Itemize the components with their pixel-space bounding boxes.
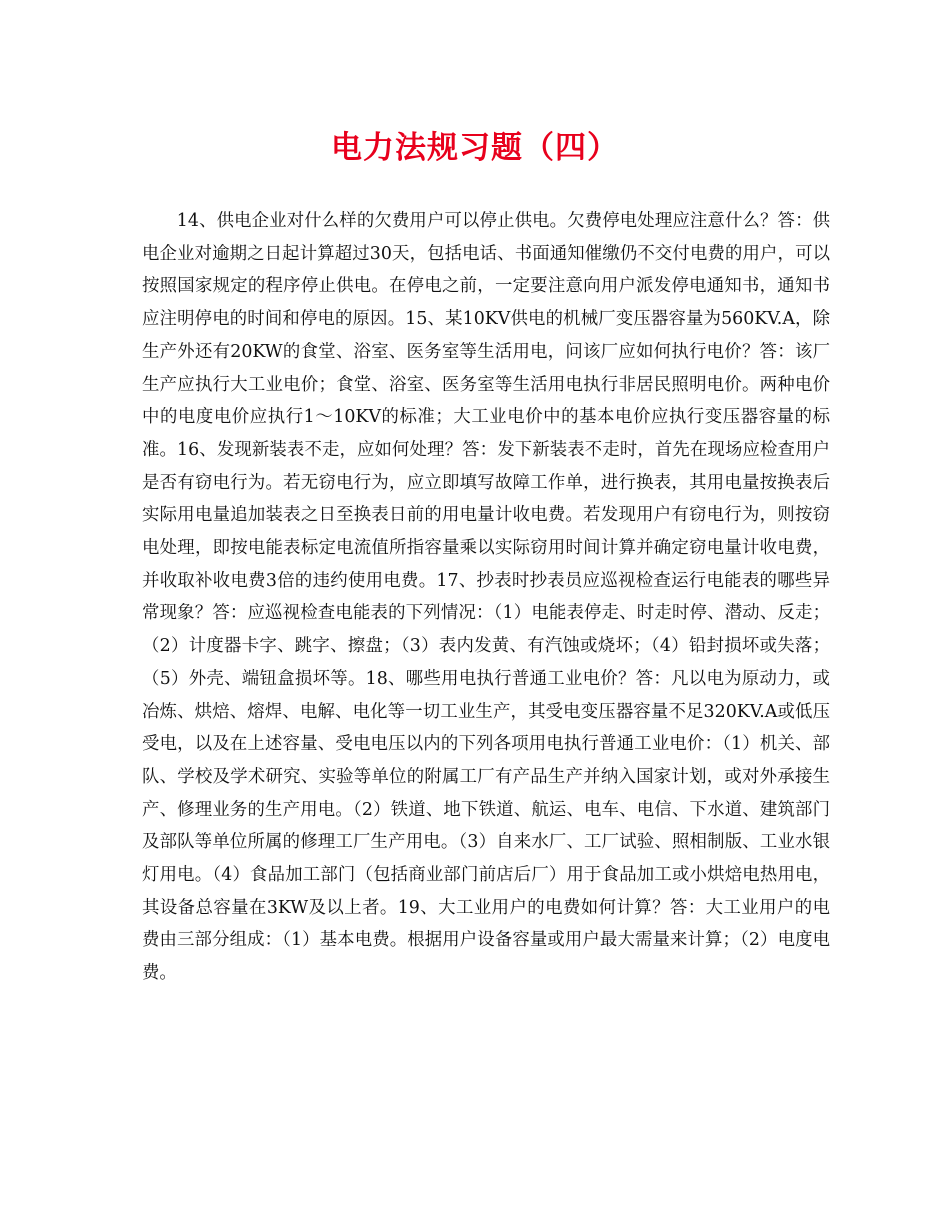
body-paragraph: 14、供电企业对什么样的欠费用户可以停止供电。欠费停电处理应注意什么？答：供电企业对逾期之日起计算超过30天，包括电话、书面通知催缴仍不交付电费的用户，可以按照国家规定的程序停止供电。在停电之前，一定要注意向用户派发停电通知书，通知书应注明停电的时间和停电的原因。15、某10KV供电的机械厂变压器容量为560KV.A，除生产外还有20KW的食堂、浴室、医务室等生活用电，问该厂应如何执行电价？答：该厂生产应执行大工业电价；食堂、浴室、医务室等生活用电执行非居民照明电价。两种电价中的电度电价应执行1～10KV的标准；大工业电价中的基本电价应执行变压器容量的标准。16、发现新装表不走，应如何处理？答：发下新装表不走时，首先在现场应检查用户是否有窃电行为。若无窃电行为，应立即填写故障工作单，进行换表，其用电量按换表后实际用电量追加装表之日至换表日前的用电量计收电费。若发现用户有窃电行为，则按窃电处理，即按电能表标定电流值所指容量乘以实际窃用时间计算并确定窃电量计收电费，并收取补收电费3倍的违约使用电费。17、抄表时抄表员应巡视检查运行电能表的哪些异常现象？答：应巡视检查电能表的下列情况：（1）电能表停走、时走时停、潜动、反走；（2）计度器卡字、跳字、擦盘；（3）表内发黄、有汽蚀或烧坏；（4）铅封损坏或失落；（5）外壳、端钮盒损坏等。18、哪些用电执行普通工业电价？答：凡以电为原动力，或冶炼、烘焙、熔焊、电解、电化等一切工业生产，其受电变压器容量不足320KV.A或低压受电，以及在上述容量、受电电压以内的下列各项用电执行普通工业电价：（1）机关、部队、学校及学术研究、实验等单位的附属工厂有产品生产并纳入国家计划，或对外承接生产、修理业务的生产用电。（2）铁道、地下铁道、航运、电车、电信、下水道、建筑部门及部队等单位所属的修理工厂生产用电。（3）自来水厂、工厂试验、照相制版、工业水银灯用电。（4）食品加工部门（包括商业部门前店后厂）用于食品加工或小烘焙电热用电，其设备总容量在3KW及以上者。19、大工业用户的电费如何计算？答：大工业用户的电费由三部分组成：（1）基本电费。根据用户设备容量或用户最大需量来计算；（2）电度电费。	[142, 211, 830, 984]
page-title: 电力法规习题（四）	[331, 130, 619, 166]
